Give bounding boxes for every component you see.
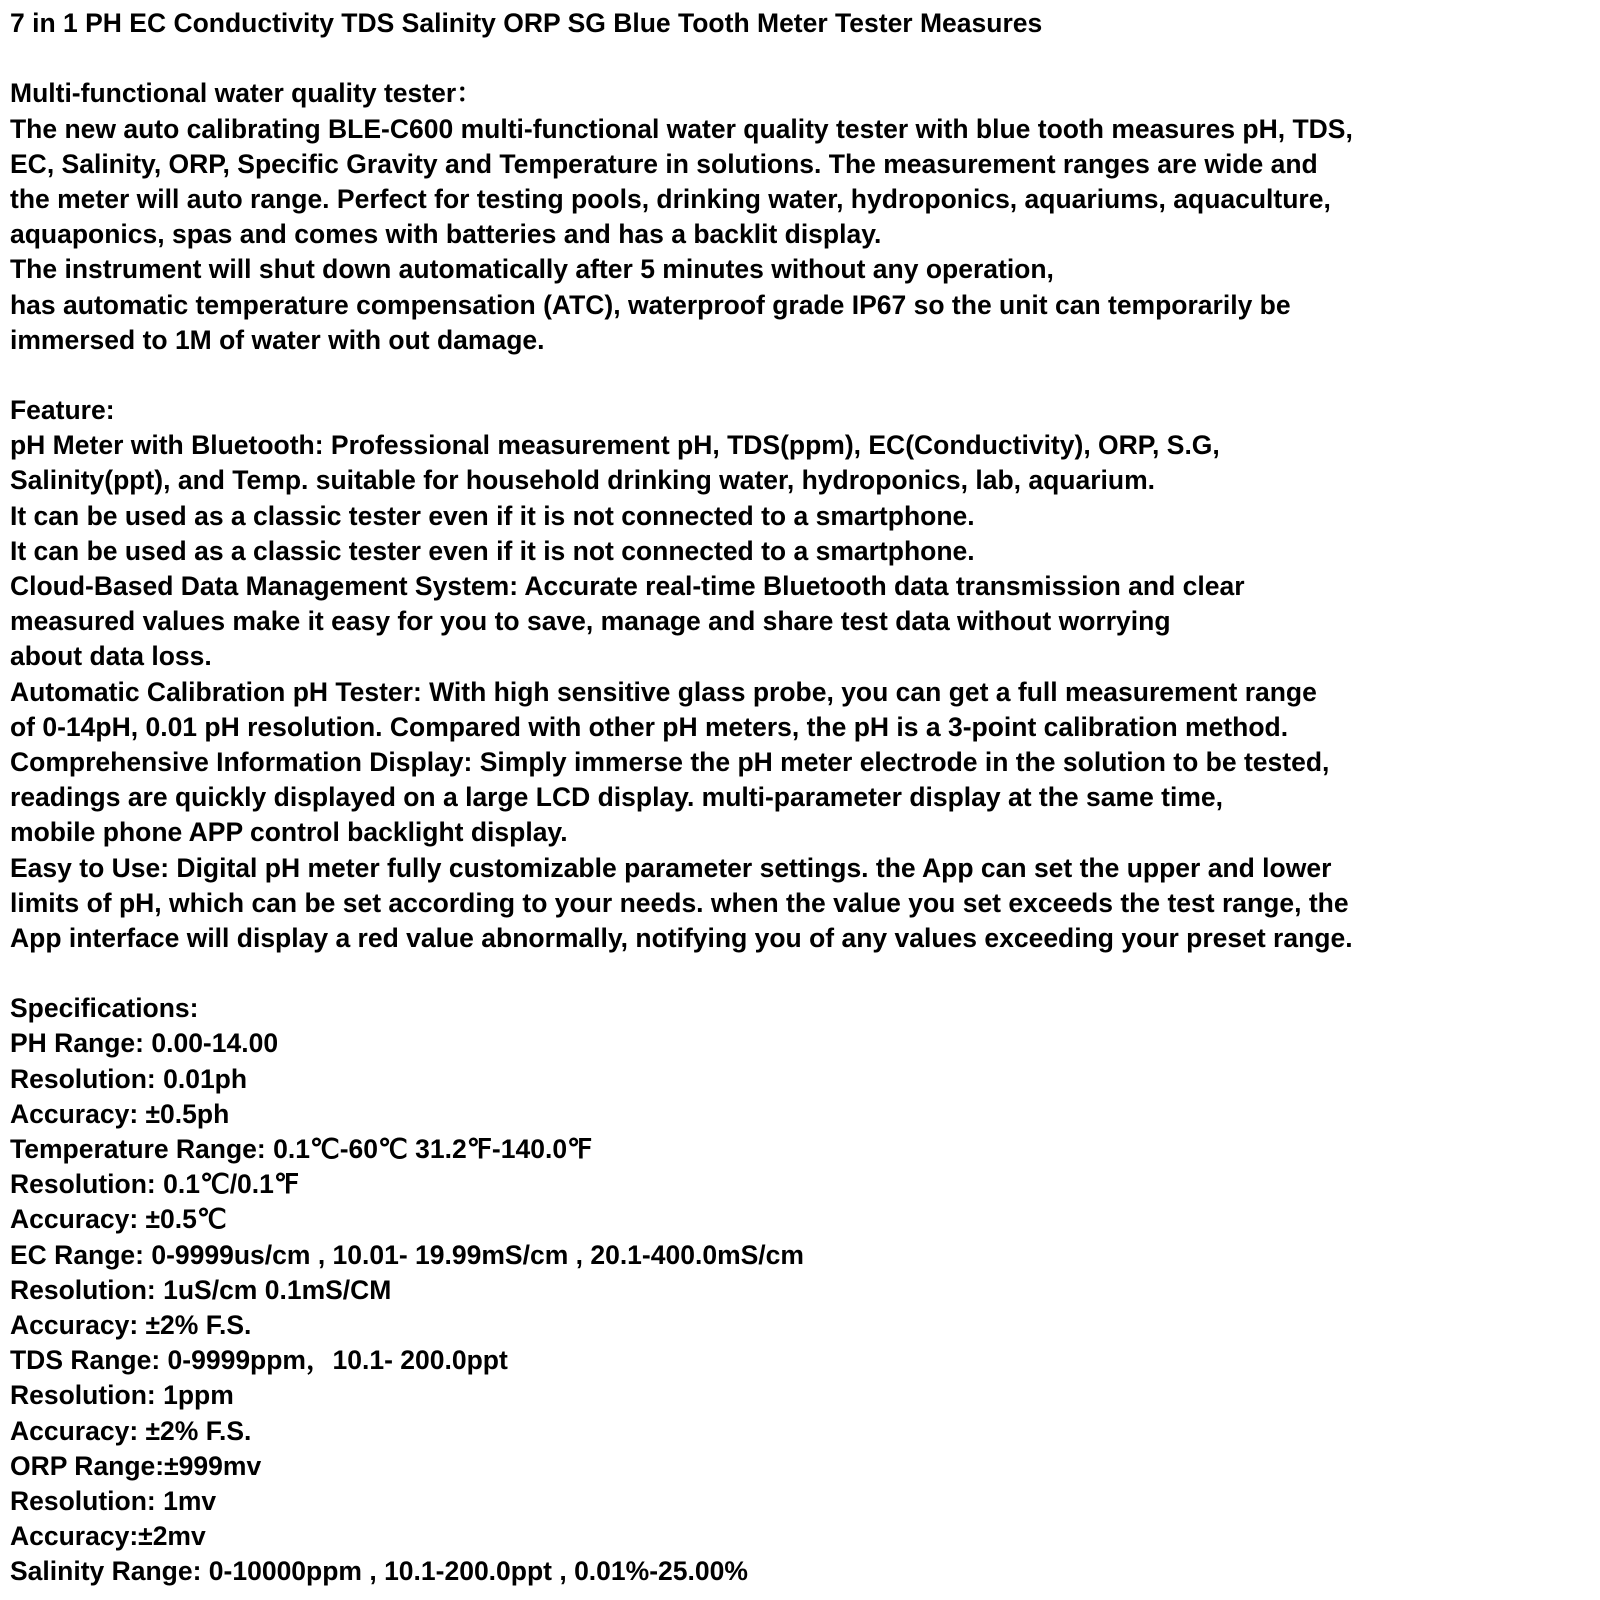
intro-line: the meter will auto range. Perfect for testing pools, drinking water, hydroponics, aquariums, aquaculture, — [10, 183, 1331, 214]
feature-line: It can be used as a classic tester even if it is not connected to a smartphone. — [10, 535, 975, 566]
spec-line: Resolution: 0.1℃/0.1℉ — [10, 1169, 300, 1200]
feature-line: readings are quickly displayed on a large LCD display. multi-parameter display at the same time, — [10, 782, 1224, 813]
product-description-document — [10, 6, 1598, 1589]
spec-line: Resolution: 0.01ph — [10, 1063, 248, 1094]
spec-line: Accuracy:±2mv — [10, 1521, 206, 1552]
intro-line: immersed to 1M of water with out damage. — [10, 324, 545, 355]
spacer — [10, 358, 1598, 393]
feature-line: mobile phone APP control backlight display. — [10, 817, 568, 848]
spec-line: Resolution: 1uS/cm 0.1mS/CM — [10, 1274, 392, 1305]
spec-line: Resolution: 1ppm — [10, 1380, 234, 1411]
intro-line: aquaponics, spas and comes with batteries and has a backlit display. — [10, 219, 882, 250]
spec-line: EC Range: 0-9999us/cm , 10.01- 19.99mS/cm , 20.1-400.0mS/cm — [10, 1239, 804, 1270]
feature-line: Cloud-Based Data Management System: Accurate real-time Bluetooth data transmission and clear — [10, 571, 1245, 601]
feature-line: App interface will display a red value abnormally, notifying you of any values exceeding your preset range. — [10, 922, 1353, 953]
spec-line: TDS Range: 0-9999ppm，10.1- 200.0ppt — [10, 1345, 508, 1376]
product-title: 7 in 1 PH EC Conductivity TDS Salinity ORP SG Blue Tooth Meter Tester Measures — [10, 8, 1043, 38]
spacer — [10, 41, 1598, 76]
intro-line: The new auto calibrating BLE-C600 multi-functional water quality tester with blue tooth measures pH, TDS, — [10, 113, 1353, 144]
spec-line: Accuracy: ±0.5℃ — [10, 1204, 227, 1235]
feature-line: Automatic Calibration pH Tester: With high sensitive glass probe, you can get a full measurement range — [10, 676, 1317, 707]
intro-heading: Multi-functional water quality tester： — [10, 78, 483, 109]
spec-line: Resolution: 1mv — [10, 1485, 217, 1516]
feature-line: Comprehensive Information Display: Simply immerse the pH meter electrode in the solution to be tested, — [10, 746, 1330, 777]
spec-line: PH Range: 0.00-14.00 — [10, 1028, 279, 1059]
feature-line: Easy to Use: Digital pH meter fully customizable parameter settings. the App can set the upper and lower — [10, 852, 1332, 883]
feature-line: pH Meter with Bluetooth: Professional measurement pH, TDS(ppm), EC(Conductivity), ORP, S.G, — [10, 430, 1220, 461]
spec-line: Salinity Range: 0-10000ppm , 10.1-200.0ppt , 0.01%-25.00% — [10, 1556, 748, 1587]
intro-line: The instrument will shut down automatically after 5 minutes without any operation, — [10, 254, 1054, 285]
feature-heading: Feature: — [10, 395, 115, 426]
feature-line: of 0-14pH, 0.01 pH resolution. Compared with other pH meters, the pH is a 3-point calibration method. — [10, 711, 1289, 742]
feature-line: measured values make it easy for you to save, manage and share test data without worrying — [10, 606, 1171, 637]
spec-line: Accuracy: ±2% F.S. — [10, 1415, 252, 1446]
spec-line: Accuracy: ±2% F.S. — [10, 1309, 252, 1340]
feature-line: It can be used as a classic tester even if it is not connected to a smartphone. — [10, 500, 975, 531]
spec-line: Accuracy: ±0.5ph — [10, 1098, 230, 1129]
intro-line: EC, Salinity, ORP, Specific Gravity and Temperature in solutions. The measurement ranges are wide and — [10, 148, 1318, 179]
feature-line: limits of pH, which can be set according to your needs. when the value you set exceeds the test range, the — [10, 887, 1349, 918]
feature-line: Salinity(ppt), and Temp. suitable for household drinking water, hydroponics, lab, aquarium. — [10, 465, 1156, 496]
intro-line: has automatic temperature compensation (ATC), waterproof grade IP67 so the unit can temporarily be — [10, 289, 1291, 320]
spacer — [10, 956, 1598, 991]
spec-line: ORP Range:±999mv — [10, 1450, 262, 1481]
specifications-heading: Specifications: — [10, 993, 199, 1024]
spec-line: Temperature Range: 0.1℃-60℃ 31.2℉-140.0℉ — [10, 1134, 593, 1164]
feature-line: about data loss. — [10, 641, 212, 672]
